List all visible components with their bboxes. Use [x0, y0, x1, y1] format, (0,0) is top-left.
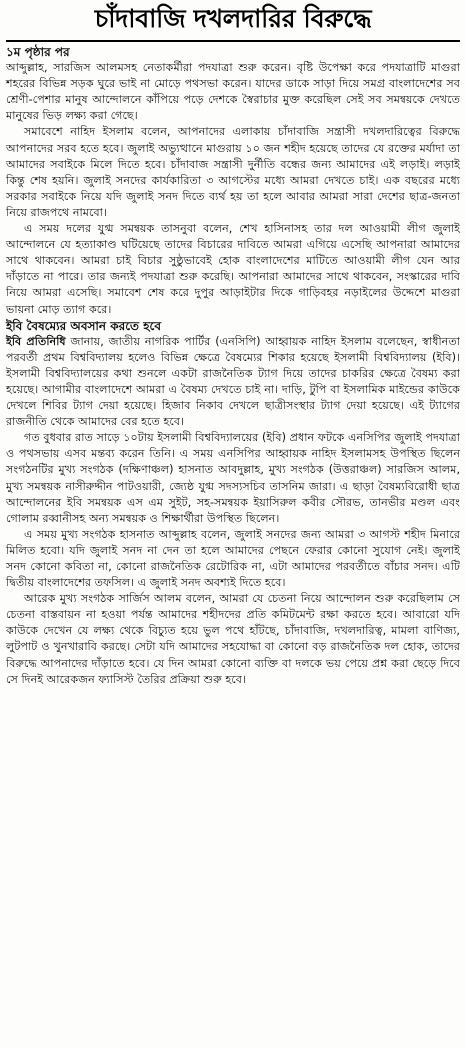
- continued-label: ১ম পৃষ্ঠার পর: [6, 45, 70, 59]
- paragraph-5: গত বুধবার রাত সাড়ে ১০টায় ইসলামী বিশ্ববিদ্যালয়ের (ইবি) প্রধান ফটকে এনসিপির জুলাই পদযাত্রা ও পথসভায় এসব মন্তব্য করেন তিনি। এ সময় এনসিপির আহ্বায়ক নাহিদ ইসলামসহ উপস্থিত ছিলেন সংগঠনটির মুখ্য সংগঠক (দক্ষিণাঞ্চল) হাসনাত আবদুল্লাহ, মুখ্য সংগঠক (উত্তরাঞ্চল) সারজিস আলম, মুখ্য সমন্বয়ক নাসীরুদ্দীন পাটওয়ারী, জ্যেষ্ঠ যুগ্ম সদস্যসচিব তাসনিম জারা। এ ছাড়া বৈষম্যবিরোধী ছাত্র আন্দোলনের ইবি সমন্বয়ক এস এম সুইট, সহ-সমন্বয়ক ইয়াসিরুল কবীর সৌরভ, তানভীর মণ্ডল এবং গোলাম রব্বানীসহ অন্য সমন্বয়ক ও শিক্ষার্থীরা উপস্থিত ছিলেন।: [6, 431, 460, 525]
- paragraph-6: এ সময় মুখ্য সংগঠক হাসনাত আব্দুল্লাহ বলেন, জুলাই সনদের জন্য আমরা ৩ আগস্ট শহীদ মিনারে মিলিত হবো। যদি জুলাই সনদ না দেন তা হলে আমাদের পেছনে ফেরার কোনো সুযোগ নেই। জুলাই সনদ কোনো কবিতা না, কোনো রাজনৈতিক রেটোরিক না, এটা আমাদের পরবর্তীতে বাঁচার সনদ। এটি দ্বিতীয় বাংলাদেশের তফসিল। এ জুলাই সনদ অবশ্যই দিতে হবে।: [6, 527, 460, 590]
- paragraph-7: আরেক মুখ্য সংগঠক সার্জিস আলম বলেন, আমরা যে চেতনা নিয়ে আন্দোলন শুরু করেছিলাম সে চেতনা বাস্তবায়ন না হওয়া পর্যন্ত আমাদের শহীদদের প্রতি কমিটমেন্ট রক্ষা করতে হবে। আবারো যদি কাউকে দেখেন যে লক্ষ্য থেকে বিচ্যুত হয়ে ভুল পথে হাঁটছে, চাঁদাবাজি, দখলদারিত্ব, মামলা বাণিজ্য, লুটপাট ও খুনখারাবি করছে। সেটা যদি আমাদের সহযোদ্ধা বা কোনো বড় রাজনৈতিক দল হোক, তাদের বিরুদ্ধে আপনাদের দাঁড়াতে হবে। যে দিন আমরা কোনো ব্যক্তি বা দলকে ভয় পেয়ে প্রশ্ন করা ছেড়ে দিবে সে দিনই আরেকজন ফ্যাসিস্ট তৈরির প্রক্রিয়া শুরু হবে।: [6, 592, 460, 686]
- paragraph-1: আব্দুল্লাহ, সারজিস আলমসহ নেতাকর্মীরা পদযাত্রা শুরু করেন। বৃষ্টি উপেক্ষা করে পদযাত্রাটি মাগুরা শহরের বিভিন্ন সড়ক ঘুরে ভাই না মোড়ে পথসভা করেন। যাদের ডাকে সাড়া দিয়ে সমগ্র বাংলাদেশের সব শ্রেণী-পেশার মানুষ আন্দোলনে কাঁপিয়ে পড়ে দেশকে স্বৈরাচার মুক্ত করেছিল সেই সব সমন্বয়কে দেখতে মানুষের ভিড় লক্ষ্য করা গেছে।: [6, 61, 460, 123]
- paragraph-4-text: জানায়, জাতীয় নাগরিক পার্টির (এনসিপি) আহ্বায়ক নাহিদ ইসলাম বলেছেন, স্বাধীনতা পরবর্তী প্রথম বিশ্ববিদ্যালয় হলেও বিভিন্ন ক্ষেত্রে বৈষম্যের শিকার হয়েছে ইসলামী বিশ্ববিদ্যালয় (ইবি)। ইসলামী বিশ্ববিদ্যালয়ের কথা শুনলে একটা রাজনৈতিক ট্যাগ দিয়ে তাদের চাকরির ক্ষেত্রে বৈষম্য করা হয়েছে। আগামীর বাংলাদেশে আমরা এ বৈষম্য দেখতে চাই না। দাড়ি, টুপি বা ইসলামিক মাইন্ডের কাউকে দেখলে শিবির ট্যাগ দেয়া হয়েছে। হিজাব নিকাব দেখলে ছাত্রীসংস্থার ট্যাগ দেয়া হয়েছে। এই ট্যাগের রাজনীতি থেকে আমাদের বের হতে হবে।: [6, 334, 460, 429]
- paragraph-4: [6, 334, 460, 431]
- headline: চাঁদাবাজি দখলদারির বিরুদ্ধে: [94, 4, 372, 33]
- dateline: ইবি প্রতিনিধি: [6, 334, 66, 348]
- article-body: [0, 42, 466, 688]
- paragraph-2: সমাবেশে নাহিদ ইসলাম বলেন, আপনাদের এলাকায় চাঁদাবাজি সন্ত্রাসী দখলদারিত্বের বিরুদ্ধে আপনাদের সরব হতে হবে। জুলাই অভ্যুত্থানে মাগুরায় ১০ জন শহীদ হয়েছে তাদের যে রক্তের মর্যাদা তা আমাদের সবাইকে মিলে দিতে হবে। চাঁদাবাজ সন্ত্রাসী দুর্নীতি বন্ধের জন্য আমাদের এই লড়াই। লড়াই কিন্তু শেষ হয়নি। জুলাই সনদের কার্যকারিতা ৩ আগস্টের মধ্যে আমরা দেখতে চাই। এক বছরের মধ্যে সরকার সবাইকে নিয়ে যদি জুলাই সনদ দিতে ব্যর্থ হয় তা হলে আবার আমরা সারা দেশের ছাত্র-জনতা নিয়ে রাজপথে নামবো।: [6, 125, 460, 219]
- paragraph-3: এ সময় দলের যুগ্ম সমন্বয়ক তাসনুবা বলেন, শেখ হাসিনাসহ তার দল আওয়ামী লীগ জুলাই আন্দোলনে যে হত্যাকাণ্ড ঘটিয়েছে তাদের বিচারের দাবিতে আমরা এগিয়ে এসেছি আপনারা আমাদের সাথে থাকবেন। আমরা চাই বিচার সুষ্ঠুভাবেই হোক বাংলাদেশের মাটিতে আওয়ামী লীগ যেন আর দাঁড়াতে না পারে। তার জন্যই পদযাত্রা শুরু করেছি। আপনারা আমাদের সাথে থাকবেন, সংস্কারের দাবি নিয়ে আমরা এসেছি। সমাবেশ শেষ করে দুপুর আড়াইটার দিকে গাড়িবহর নড়াইলের উদ্দেশে মাগুরা ভায়না মোড় ত্যাগ করে।: [6, 222, 460, 316]
- subheading: ইবি বৈষম্যের অবসান করতে হবে: [6, 318, 162, 333]
